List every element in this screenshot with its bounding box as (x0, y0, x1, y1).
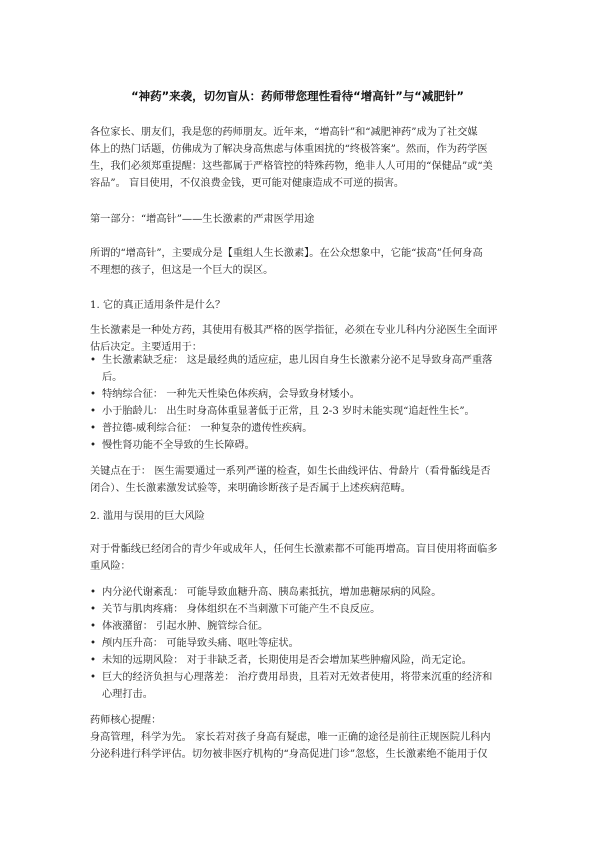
list-item (90, 352, 510, 386)
intro-paragraph (90, 124, 510, 192)
list-item-text: 未知的远期风险： 对于非缺乏者，长期使用是否会增加某些肿瘤风险，尚无定论。 (102, 655, 472, 666)
q1-key-line: 闭合）、生长激素激发试验等，来明确诊断孩子是否属于上述疾病范畴。 (90, 483, 411, 494)
part1-heading (90, 211, 510, 228)
core-heading (90, 712, 510, 729)
q2-heading-text: 2. 滥用与误用的巨大风险 (90, 511, 205, 522)
list-item-text: 生长激素缺乏症： 这是最经典的适应症，患儿因自身生长激素分泌不足导致身高严重落 (102, 355, 493, 366)
list-item (90, 584, 510, 601)
bullet-icon: • (90, 672, 97, 683)
intro-line: 体上的热门话题，仿佛成为了解决身高焦虑与体重困扰的“终极答案”。然而，作为药学医 (90, 144, 488, 155)
core-paragraph (90, 729, 510, 763)
document-title: “神药”来袭，切勿盲从：药师带您理性看待“增高针”与“减肥针” (131, 89, 464, 103)
part1-heading-text: 第一部分：“增高针”——生长激素的严肃医学用途 (90, 214, 315, 225)
core-line: 身高管理，科学为先。 家长若对孩子身高有疑虑，唯一正确的途径是前往正规医院儿科内 (90, 732, 491, 743)
bullet-icon: • (90, 604, 97, 615)
part1-intro-line: 所谓的“增高针”，主要成分是【重组人生长激素】。在公众想象中，它能“拔高”任何身高 (90, 248, 483, 259)
list-item (90, 669, 510, 703)
bullet-icon: • (90, 621, 97, 632)
q1-intro-paragraph (90, 322, 510, 356)
q2-heading (90, 508, 510, 525)
list-item (90, 403, 510, 420)
q2-intro-line: 重风险： (90, 561, 131, 572)
q1-heading (90, 297, 510, 314)
list-item (90, 618, 510, 635)
list-item-text: 颅内压升高： 可能导致头痛、呕吐等症状。 (102, 638, 299, 649)
list-item (90, 437, 510, 454)
list-item-text: 心理打击。 (102, 689, 153, 700)
core-line: 分泌科进行科学评估。切勿被非医疗机构的“身高促进门诊”忽悠，生长激素绝不能用于仅 (90, 749, 488, 760)
list-item (90, 635, 510, 652)
bullet-icon: • (90, 638, 97, 649)
bullet-icon: • (90, 587, 97, 598)
core-heading-text: 药师核心提醒： (90, 715, 162, 726)
list-item (90, 601, 510, 618)
intro-line: 生，我们必须郑重提醒：这些都属于严格管控的特殊药物，绝非人人可用的“保健品”或“美 (90, 161, 493, 172)
q2-intro-paragraph (90, 541, 510, 575)
bullet-icon: • (90, 406, 97, 417)
bullet-icon: • (90, 655, 97, 666)
list-item-text: 后。 (102, 372, 123, 383)
list-item-text: 特纳综合征： 一种先天性染色体疾病，会导致身材矮小。 (102, 389, 360, 400)
part1-intro-line: 不理想的孩子，但这是一个巨大的误区。 (90, 265, 274, 276)
list-item-text: 慢性肾功能不全导致的生长障碍。 (102, 440, 255, 451)
list-item (90, 420, 510, 437)
intro-line: 各位家长、朋友们，我是您的药师朋友。近年来，“增高针”和“减肥神药”成为了社交媒 (90, 127, 478, 138)
list-item-text: 普拉德-威利综合征： 一种复杂的遗传性疾病。 (102, 423, 313, 434)
bullet-icon: • (90, 423, 97, 434)
list-item (90, 652, 510, 669)
q2-intro-line: 对于骨骺线已经闭合的青少年或成年人，任何生长激素都不可能再增高。盲目使用将面临多 (90, 544, 498, 555)
list-item-text: 小于胎龄儿： 出生时身高体重显著低于正常，且 2-3 岁时未能实现“追赶性生长”。 (102, 406, 475, 417)
list-item-text: 关节与肌肉疼痛： 身体组织在不当刺激下可能产生不良反应。 (102, 604, 381, 615)
intro-line: 容品”。 盲目使用，不仅浪费金钱，更可能对健康造成不可逆的损害。 (90, 178, 405, 189)
list-item (90, 386, 510, 403)
q1-intro-line: 估后决定。主要适用于： (90, 342, 203, 353)
list-item-text: 体液潴留： 引起水肿、腕管综合征。 (102, 621, 269, 632)
bullet-icon: • (90, 389, 97, 400)
bullet-icon: • (90, 440, 97, 451)
q1-heading-text: 1. 它的真正适用条件是什么？ (90, 300, 226, 311)
q1-key-paragraph (90, 463, 510, 497)
part1-intro-paragraph (90, 245, 510, 279)
q1-key-line: 关键点在于： 医生需要通过一系列严谨的检查，如生长曲线评估、骨龄片（看骨骺线是否 (90, 466, 491, 477)
list-item-text: 巨大的经济负担与心理落差： 治疗费用昂贵，且若对无效者使用，将带来沉重的经济和 (102, 672, 493, 683)
list-item-text: 内分泌代谢紊乱： 可能导致血糖升高、胰岛素抵抗，增加患糖尿病的风险。 (102, 587, 442, 598)
bullet-icon: • (90, 355, 97, 366)
q1-intro-line: 生长激素是一种处方药，其使用有极其严格的医学指征，必须在专业儿科内分泌医生全面评 (90, 325, 498, 336)
